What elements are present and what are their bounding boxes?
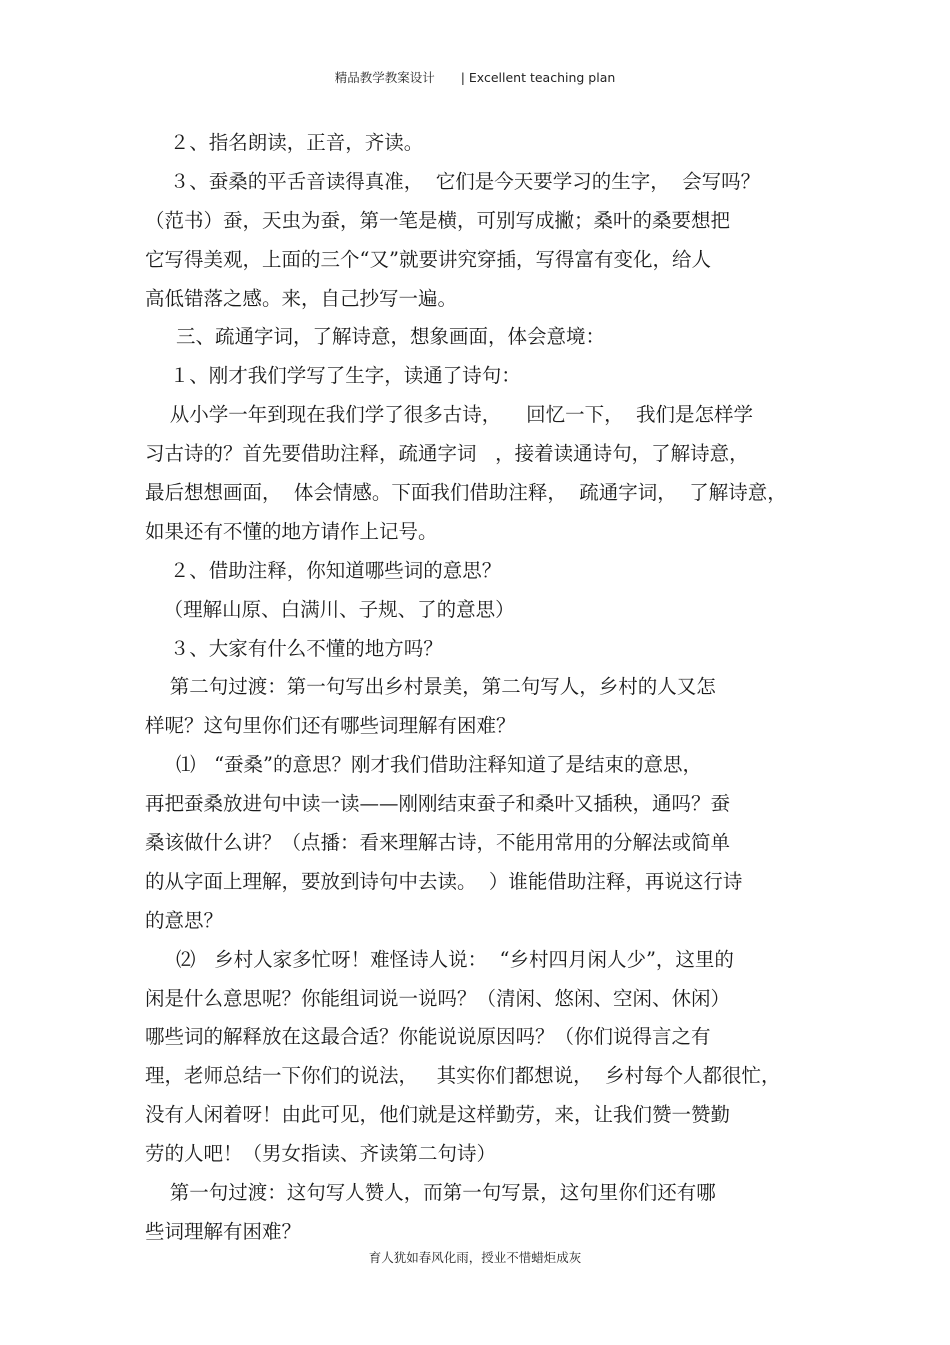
text-line: 再把蚕桑放进句中读一读——刚刚结束蚕子和桑叶又插秧，通吗？蚕 (145, 792, 731, 816)
text-line: 哪些词的解释放在这最合适？你能说说原因吗？（你们说得言之有 (145, 1025, 711, 1049)
header-title-cn: 精品教学教案设计 (334, 70, 435, 85)
text-line: １、刚才我们学写了生字，读通了诗句： (145, 364, 521, 388)
section-heading: 三、疏通字词，了解诗意，想象画面，体会意境： (145, 325, 605, 349)
text-line: 从小学一年到现在我们学了很多古诗， 回忆一下， 我们是怎样学 (145, 403, 753, 427)
text-line: 样呢？这句里你们还有哪些词理解有困难？ (145, 714, 516, 738)
text-line: ⑵ 乡村人家多忙呀！难怪诗人说： “乡村四月闲人少”，这里的 (145, 947, 734, 971)
text-line: （范书）蚕，天虫为蚕，第一笔是横，可别写成撇；桑叶的桑要想把 (145, 208, 731, 232)
text-line: 劳的人吧！（男女指读、齐读第二句诗） (145, 1142, 497, 1166)
text-line: 最后想想画面， 体会情感。下面我们借助注释， 疏通字词， 了解诗意， (145, 481, 787, 505)
text-line: 习古诗的？首先要借助注释，疏通字词 ，接着读通诗句，了解诗意， (145, 442, 749, 466)
text-line: 桑该做什么讲？（点播：看来理解古诗，不能用常用的分解法或简单 (145, 831, 731, 855)
text-line: 如果还有不懂的地方请作上记号。 (145, 519, 438, 543)
text-line: 理，老师总结一下你们的说法， 其实你们都想说， 乡村每个人都很忙， (145, 1064, 781, 1088)
text-line: 它写得美观，上面的三个“又”就要讲究穿插，写得富有变化，给人 (145, 247, 711, 271)
text-line: （理解山原、白满川、子规、了的意思） (145, 597, 515, 621)
header-title-en: | Excellent teaching plan (460, 70, 616, 85)
text-line: ⑴ “蚕桑”的意思？刚才我们借助注释知道了是结束的意思， (145, 753, 703, 777)
text-line: 第一句过渡：这句写人赞人，而第一句写景，这句里你们还有哪 (145, 1181, 716, 1205)
text-line: ３、蚕桑的平舌音读得真准， 它们是今天要学习的生字， 会写吗？ (145, 169, 761, 193)
text-line: ２、借助注释，你知道哪些词的意思？ (145, 558, 502, 582)
text-line: 些词理解有困难？ (145, 1219, 302, 1243)
text-line: 闲是什么意思呢？你能组词说一说吗？（清闲、悠闲、空闲、休闲） (145, 986, 731, 1010)
document-body (145, 124, 810, 1252)
text-line: 高低错落之感。来，自己抄写一遍。 (145, 286, 458, 310)
page-header (0, 68, 950, 86)
text-line: ３、大家有什么不懂的地方吗？ (145, 636, 443, 660)
text-line: 第二句过渡：第一句写出乡村景美，第二句写人，乡村的人又怎 (145, 675, 716, 699)
text-line: 的意思？ (145, 908, 224, 932)
text-line: ２、指名朗读，正音，齐读。 (145, 131, 424, 154)
page-footer: 育人犹如春风化雨，授业不惜蜡炬成灰 (368, 1250, 582, 1265)
text-line: 的从字面上理解，要放到诗句中去读。 ）谁能借助注释，再说这行诗 (145, 869, 743, 893)
text-line: 没有人闲着呀！由此可见，他们就是这样勤劳，来，让我们赞一赞勤 (145, 1103, 731, 1127)
